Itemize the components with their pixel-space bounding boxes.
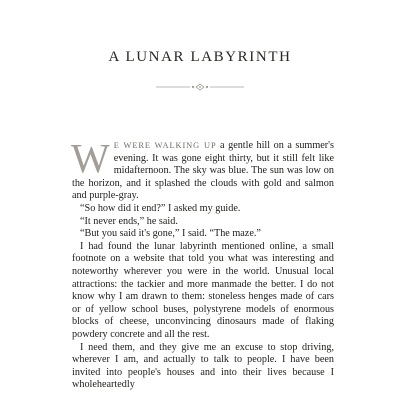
- paragraph-3: “It never ends,” he said.: [80, 215, 178, 227]
- paragraph-2: “So how did it end?” I asked my guide.: [80, 202, 241, 214]
- paragraph-5: I had found the lunar labyrinth mentioned online, a small footnote on a website that told you what was interesting and noteworthy wherever you were in the world. Unusual local attractions: the tackier and more manmade the better. I do not know why I am drawn to them: stoneless henges made of cars or of yellow school buses, polystyrene models of enormous blocks of cheese, unconvincing dinosaurs made of flaking powdery concrete and all the rest.: [72, 240, 334, 340]
- paragraph-1: [71, 135, 334, 203]
- drop-cap: W: [71, 135, 110, 181]
- chapter-title: A LUNAR LABYRINTH: [108, 49, 292, 65]
- paragraph-6: I need them, and they give me an excuse to stop driving, wherever I am, and actually to talk to people. I have been invited into people's houses and into their lives because I wholeheartedly: [72, 341, 334, 391]
- paragraph-1-text: a gentle hill on a summer's evening. It was gone eight thirty, but it still felt like midafternoon. The sky was blue. The sun was low on the horizon, and it splashed the clouds with gold and salmon and purple-gray.: [72, 140, 334, 202]
- body-text: [71, 135, 334, 392]
- paragraph-4: “But you said it's gone,” I said. “The maze.”: [80, 228, 261, 240]
- lead-in-small-caps: E WERE WALKING UP: [113, 141, 217, 150]
- ornament-divider-icon: [150, 82, 250, 92]
